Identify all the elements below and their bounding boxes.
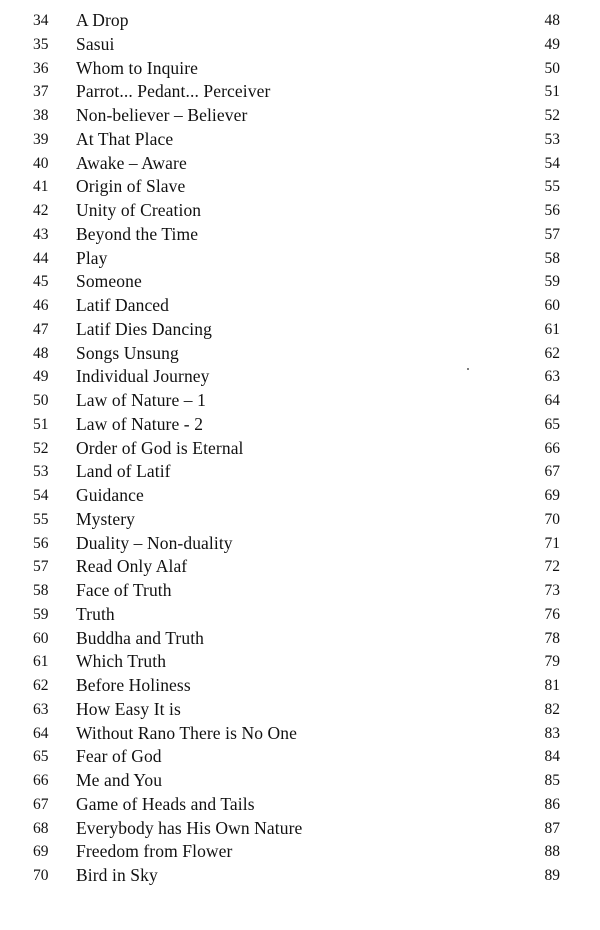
entry-number: 35 — [33, 35, 49, 53]
entry-number: 50 — [33, 392, 49, 409]
entry-page-number: 62 — [544, 344, 560, 362]
entry-number: 69 — [33, 843, 49, 861]
entry-title: Sasui — [76, 33, 115, 54]
entry-title: Individual Journey — [76, 366, 210, 387]
entry-title: Parrot... Pedant... Perceiver — [76, 81, 271, 102]
toc-entry — [0, 650, 600, 674]
entry-title: Freedom from Flower — [76, 841, 233, 862]
entry-number: 62 — [33, 677, 49, 694]
entry-title: A Drop — [76, 10, 129, 30]
toc-entry — [0, 318, 600, 342]
toc-entry — [0, 57, 600, 81]
entry-number: 60 — [33, 629, 49, 647]
entry-number: 65 — [33, 748, 49, 766]
table-of-contents — [0, 9, 600, 888]
entry-page-number: 66 — [544, 439, 560, 457]
entry-number: 43 — [33, 225, 49, 243]
entry-number: 55 — [33, 510, 49, 528]
toc-entry — [0, 508, 600, 532]
toc-entry — [0, 80, 600, 104]
entry-page-number: 81 — [544, 677, 560, 694]
toc-entry — [0, 698, 600, 722]
entry-page-number: 70 — [544, 510, 560, 528]
entry-page-number: 79 — [544, 653, 560, 671]
entry-title: Law of Nature – 1 — [76, 390, 206, 410]
entry-page-number: 85 — [544, 772, 560, 789]
entry-title: Mystery — [76, 508, 136, 529]
toc-entry — [0, 365, 600, 389]
entry-number: 67 — [33, 795, 49, 813]
entry-title: Land of Latif — [76, 461, 171, 482]
toc-entry — [0, 413, 600, 437]
toc-entry — [0, 128, 600, 152]
entry-page-number: 78 — [544, 629, 560, 647]
entry-page-number: 86 — [544, 795, 560, 813]
entry-title: Without Rano There is No One — [76, 722, 297, 743]
toc-entry — [0, 484, 600, 508]
entry-page-number: 89 — [544, 867, 560, 884]
toc-entry — [0, 33, 600, 57]
toc-entry — [0, 342, 600, 366]
entry-number: 48 — [33, 344, 49, 362]
entry-title: Latif Danced — [76, 295, 170, 315]
entry-page-number: 63 — [544, 368, 560, 386]
entry-number: 56 — [33, 534, 49, 552]
entry-title: Order of God is Eternal — [76, 437, 244, 458]
entry-number: 47 — [33, 320, 49, 338]
entry-title: Whom to Inquire — [76, 57, 199, 78]
entry-title: Origin of Slave — [76, 176, 186, 197]
entry-number: 34 — [33, 12, 49, 29]
toc-entry — [0, 722, 600, 746]
entry-page-number: 64 — [544, 392, 560, 409]
toc-entry — [0, 460, 600, 484]
entry-number: 52 — [33, 439, 49, 457]
entry-number: 66 — [33, 772, 49, 789]
entry-title: At That Place — [76, 128, 174, 149]
entry-number: 54 — [33, 487, 49, 504]
toc-entry — [0, 864, 600, 888]
entry-page-number: 76 — [544, 605, 560, 623]
entry-number: 58 — [33, 582, 49, 599]
entry-number: 59 — [33, 605, 49, 623]
entry-page-number: 83 — [544, 724, 560, 742]
entry-number: 42 — [33, 202, 49, 219]
entry-number: 40 — [33, 154, 49, 172]
entry-number: 38 — [33, 107, 49, 124]
entry-page-number: 88 — [544, 843, 560, 861]
entry-number: 37 — [33, 83, 49, 101]
entry-title: Latif Dies Dancing — [76, 318, 212, 339]
entry-title: Buddha and Truth — [76, 627, 205, 648]
entry-page-number: 57 — [544, 225, 560, 243]
toc-entry — [0, 840, 600, 864]
entry-title: Bird in Sky — [76, 865, 158, 885]
toc-entry — [0, 9, 600, 33]
toc-entry — [0, 627, 600, 651]
entry-page-number: 84 — [544, 748, 560, 766]
entry-page-number: 65 — [544, 415, 560, 433]
entry-page-number: 56 — [544, 202, 560, 219]
toc-entry — [0, 603, 600, 627]
entry-number: 46 — [33, 297, 49, 314]
entry-page-number: 72 — [544, 558, 560, 576]
toc-entry — [0, 175, 600, 199]
toc-entry — [0, 817, 600, 841]
entry-number: 53 — [33, 463, 49, 481]
toc-entry — [0, 579, 600, 603]
entry-number: 63 — [33, 700, 49, 718]
entry-page-number: 59 — [544, 273, 560, 291]
entry-page-number: 49 — [544, 35, 560, 53]
entry-title: Which Truth — [76, 651, 167, 672]
toc-entry — [0, 247, 600, 271]
entry-number: 64 — [33, 724, 49, 742]
entry-title: Unity of Creation — [76, 200, 202, 220]
entry-title: Me and You — [76, 770, 163, 790]
entry-page-number: 50 — [544, 59, 560, 77]
entry-page-number: 61 — [544, 320, 560, 338]
entry-page-number: 82 — [544, 700, 560, 718]
entry-title: Fear of God — [76, 746, 162, 767]
entry-title: Beyond the Time — [76, 223, 199, 244]
entry-page-number: 52 — [544, 107, 560, 124]
toc-entry — [0, 199, 600, 223]
entry-page-number: 73 — [544, 582, 560, 599]
entry-title: Face of Truth — [76, 580, 172, 600]
entry-page-number: 87 — [544, 819, 560, 837]
entry-title: Someone — [76, 271, 142, 292]
entry-title: Awake – Aware — [76, 152, 187, 173]
entry-number: 70 — [33, 867, 49, 884]
entry-title: Truth — [76, 603, 115, 624]
toc-entry — [0, 532, 600, 556]
entry-title: Guidance — [76, 485, 144, 505]
toc-entry — [0, 152, 600, 176]
entry-title: Before Holiness — [76, 675, 191, 695]
entry-title: Non-believer – Believer — [76, 105, 248, 125]
entry-page-number: 54 — [544, 154, 560, 172]
entry-number: 41 — [33, 178, 49, 196]
entry-number: 36 — [33, 59, 49, 77]
entry-page-number: 51 — [544, 83, 560, 101]
entry-page-number: 71 — [544, 534, 560, 552]
toc-entry — [0, 437, 600, 461]
toc-entry — [0, 270, 600, 294]
entry-title: Law of Nature - 2 — [76, 413, 204, 434]
entry-number: 44 — [33, 249, 49, 267]
entry-page-number: 48 — [544, 12, 560, 29]
entry-title: Songs Unsung — [76, 342, 179, 363]
entry-page-number: 55 — [544, 178, 560, 196]
entry-number: 57 — [33, 558, 49, 576]
entry-number: 39 — [33, 130, 49, 148]
entry-title: Game of Heads and Tails — [76, 793, 255, 814]
entry-number: 68 — [33, 819, 49, 837]
entry-title: Duality – Non-duality — [76, 532, 233, 553]
entry-number: 51 — [33, 415, 49, 433]
toc-entry — [0, 389, 600, 413]
entry-page-number: 67 — [544, 463, 560, 481]
toc-entry — [0, 294, 600, 318]
toc-entry — [0, 104, 600, 128]
toc-entry — [0, 745, 600, 769]
entry-number: 61 — [33, 653, 49, 671]
stray-dot — [467, 368, 469, 370]
entry-title: Read Only Alaf — [76, 556, 188, 577]
toc-entry — [0, 793, 600, 817]
entry-title: How Easy It is — [76, 698, 181, 719]
toc-entry — [0, 674, 600, 698]
entry-title: Play — [76, 247, 108, 268]
entry-number: 49 — [33, 368, 49, 386]
entry-page-number: 69 — [544, 487, 560, 504]
entry-page-number: 53 — [544, 130, 560, 148]
toc-entry — [0, 223, 600, 247]
entry-page-number: 58 — [544, 249, 560, 267]
entry-page-number: 60 — [544, 297, 560, 314]
entry-title: Everybody has His Own Nature — [76, 817, 303, 838]
toc-entry — [0, 555, 600, 579]
toc-entry — [0, 769, 600, 793]
entry-number: 45 — [33, 273, 49, 291]
